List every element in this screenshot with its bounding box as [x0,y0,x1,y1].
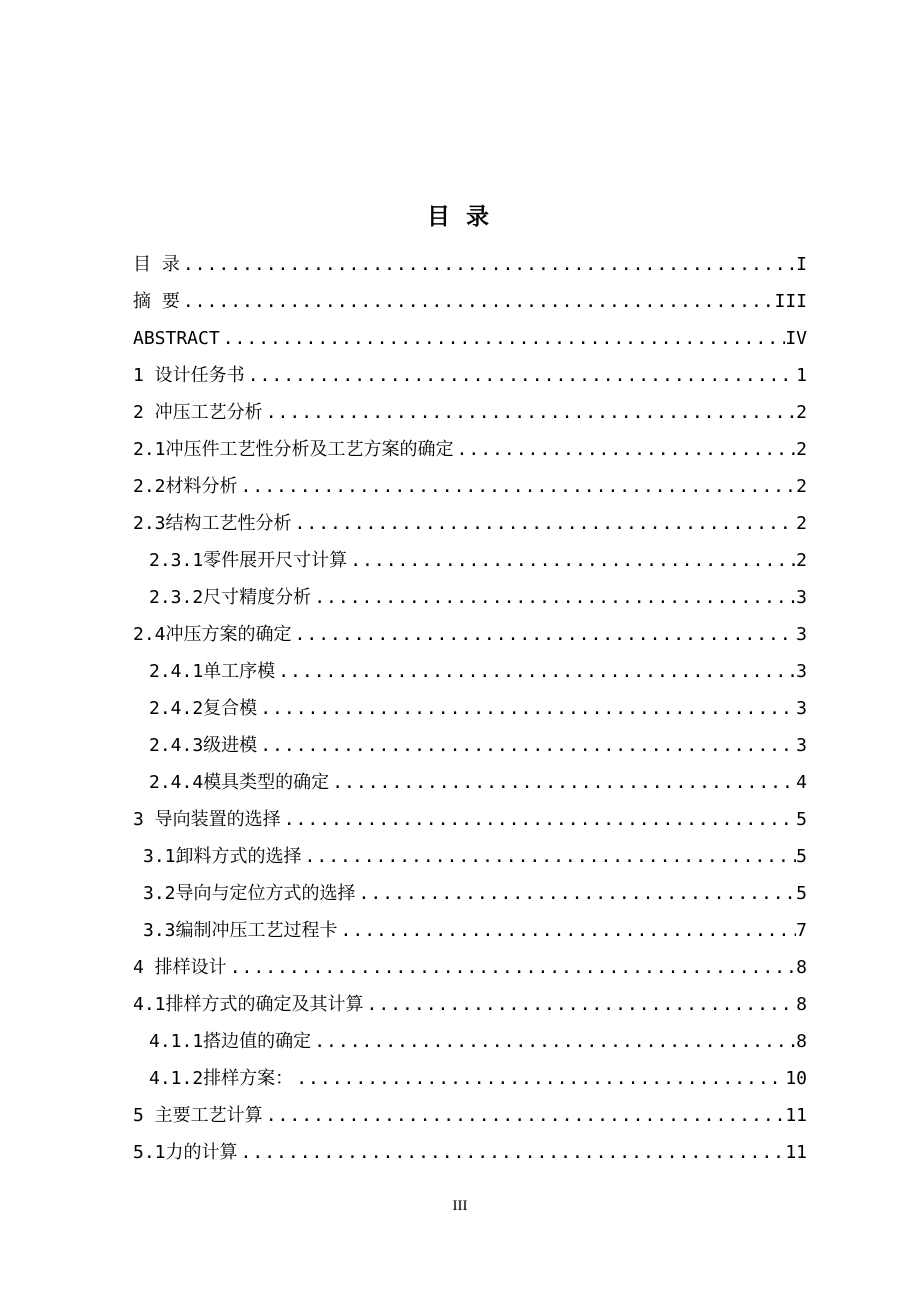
toc-entry-label: 2.3结构工艺性分析 [133,513,292,534]
toc-entry-page: 2 [796,476,807,497]
toc-entry[interactable] [133,801,807,838]
dot-leader [275,653,796,690]
dot-leader [338,912,797,949]
toc-entry-page: 3 [796,698,807,719]
toc-entry-page: 3 [796,624,807,645]
toc-entry[interactable] [133,986,807,1023]
dot-leader [364,986,797,1023]
dot-leader [311,579,796,616]
toc-entry-page: IV [785,328,807,349]
toc-entry[interactable] [133,1060,807,1097]
dot-leader [356,875,797,912]
toc-entry[interactable] [133,912,807,949]
toc-entry[interactable] [133,320,807,357]
toc-entry[interactable] [133,875,807,912]
toc-entry[interactable] [133,653,807,690]
toc-entry-label: 5.1力的计算 [133,1142,238,1163]
toc-entry-page: 5 [796,883,807,904]
toc-entry[interactable] [133,764,807,801]
toc-entry-label: 4.1.1搭边值的确定 [149,1031,312,1052]
toc-entry-label: 2.3.1零件展开尺寸计算 [149,550,348,571]
toc-entry[interactable] [133,838,807,875]
dot-leader [292,616,797,653]
toc-entry[interactable] [133,468,807,505]
dot-leader [220,320,786,357]
toc-entry-label: 4.1排样方式的确定及其计算 [133,994,364,1015]
toc-entry[interactable] [133,1023,807,1060]
toc-entry[interactable] [133,690,807,727]
dot-leader [238,468,797,505]
toc-entry[interactable] [133,431,807,468]
dot-leader [180,283,775,320]
table-of-contents [133,246,807,1171]
toc-entry[interactable] [133,727,807,764]
dot-leader [454,431,797,468]
page-number-footer: III [452,1198,468,1214]
toc-entry-label: 3.3编制冲压工艺过程卡 [143,920,338,941]
toc-entry-label: 4.1.2排样方案： [149,1068,294,1089]
dot-leader [329,764,796,801]
toc-entry-page: 3 [796,735,807,756]
toc-entry[interactable] [133,542,807,579]
toc-entry-label: 2.3.2尺寸精度分析 [149,587,312,608]
dot-leader [227,949,796,986]
toc-entry-label: 3.2导向与定位方式的选择 [143,883,356,904]
toc-entry-page: 2 [796,439,807,460]
toc-entry-page: 5 [796,809,807,830]
toc-entry-label: 3.1卸料方式的选择 [143,846,302,867]
toc-entry-label: 2.2材料分析 [133,476,238,497]
toc-entry-page: 11 [785,1105,807,1126]
dot-leader [263,1097,786,1134]
toc-entry-page: 7 [796,920,807,941]
toc-entry[interactable] [133,283,807,320]
toc-entry-label: 5 主要工艺计算 [133,1105,263,1126]
toc-entry[interactable] [133,616,807,653]
toc-entry-page: 3 [796,661,807,682]
toc-entry-label: 目 录 [133,254,180,275]
toc-entry-label: 3 导向装置的选择 [133,809,281,830]
toc-entry-page: III [774,291,807,312]
toc-entry[interactable] [133,246,807,283]
dot-leader [245,357,796,394]
dot-leader [292,505,797,542]
toc-entry-label: 2.4冲压方案的确定 [133,624,292,645]
toc-entry-label: 2.1冲压件工艺性分析及工艺方案的确定 [133,439,454,460]
toc-entry-page: 8 [796,994,807,1015]
toc-entry-page: 10 [785,1068,807,1089]
toc-entry-page: 8 [796,1031,807,1052]
toc-entry-label: 2.4.1单工序模 [149,661,276,682]
toc-entry-label: 4 排样设计 [133,957,227,978]
toc-entry-page: 8 [796,957,807,978]
toc-entry[interactable] [133,1134,807,1171]
dot-leader [180,246,796,283]
dot-leader [263,394,796,431]
toc-entry-page: 2 [796,513,807,534]
toc-entry-page: 1 [796,365,807,386]
dot-leader [311,1023,796,1060]
toc-entry-page: 11 [785,1142,807,1163]
toc-entry-label: 2.4.3级进模 [149,735,258,756]
toc-entry[interactable] [133,949,807,986]
toc-entry[interactable] [133,394,807,431]
page-title: 目 录 [426,204,493,230]
toc-entry-page: 3 [796,587,807,608]
dot-leader [281,801,796,838]
toc-entry-label: ABSTRACT [133,328,220,349]
toc-entry[interactable] [133,505,807,542]
toc-entry-label: 1 设计任务书 [133,365,245,386]
toc-entry[interactable] [133,1097,807,1134]
dot-leader [257,727,796,764]
toc-entry-page: I [796,254,807,275]
dot-leader [347,542,796,579]
dot-leader [293,1060,785,1097]
dot-leader [302,838,797,875]
dot-leader [238,1134,786,1171]
toc-entry-page: 2 [796,550,807,571]
toc-entry-page: 5 [796,846,807,867]
toc-entry-page: 2 [796,402,807,423]
toc-entry-label: 2.4.2复合模 [149,698,258,719]
toc-entry-page: 4 [796,772,807,793]
toc-entry[interactable] [133,357,807,394]
toc-entry-label: 摘 要 [133,291,180,312]
toc-entry-label: 2 冲压工艺分析 [133,402,263,423]
toc-entry-label: 2.4.4模具类型的确定 [149,772,330,793]
toc-entry[interactable] [133,579,807,616]
dot-leader [257,690,796,727]
